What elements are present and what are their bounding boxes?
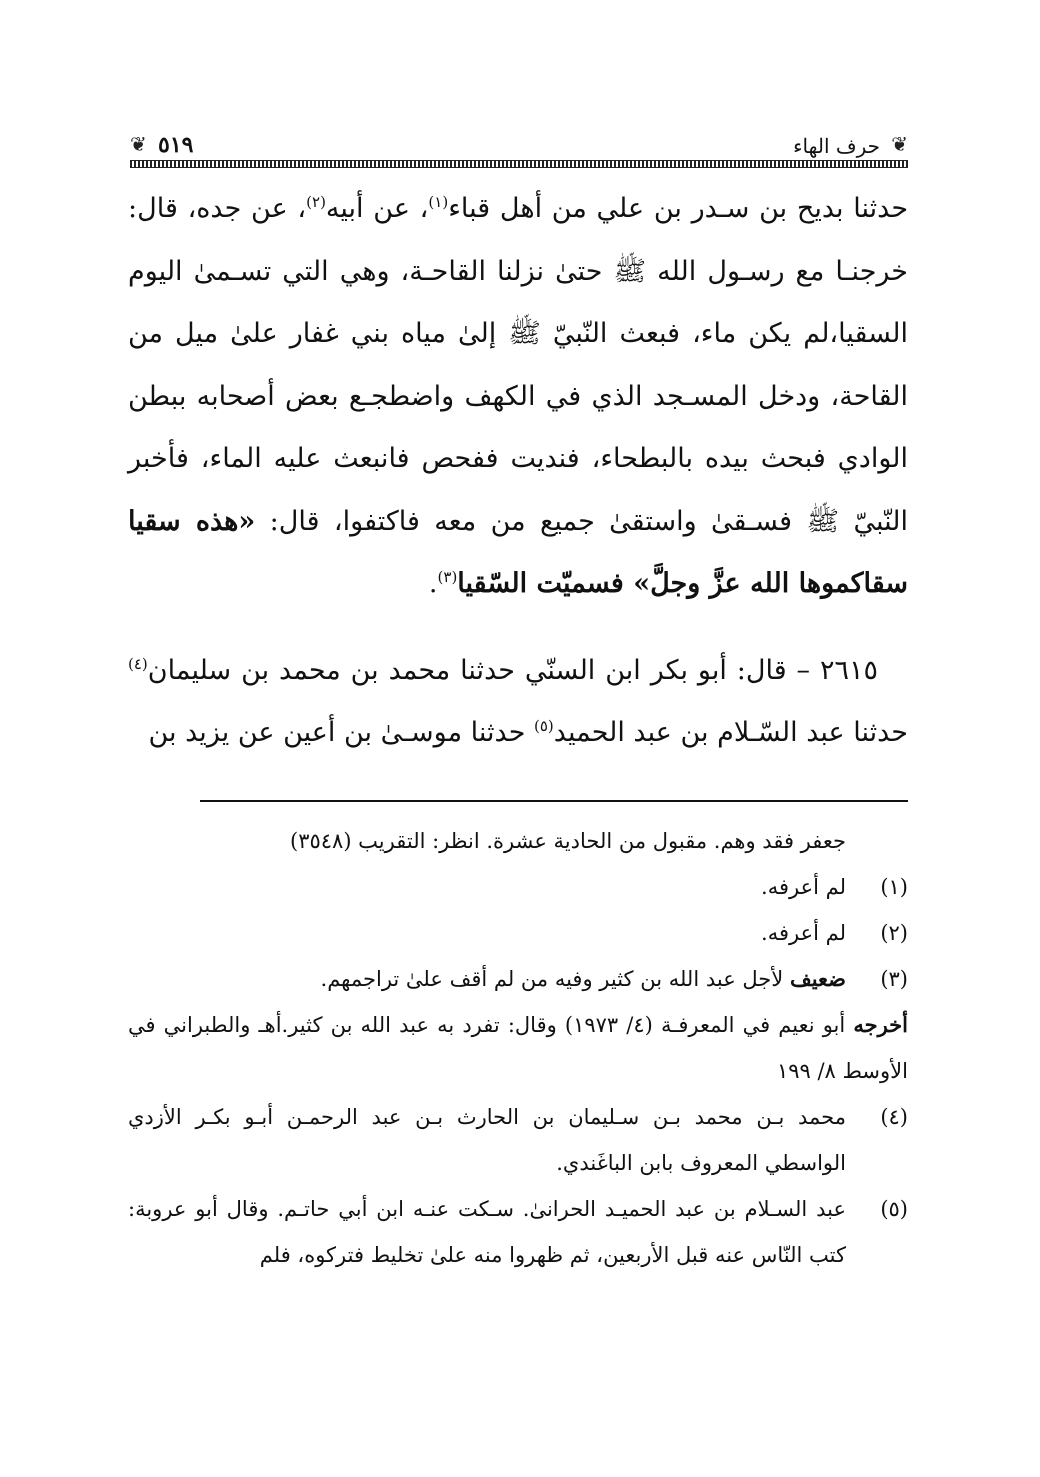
footnote-number: (٢): [880, 921, 908, 945]
bold-term: أخرجه: [853, 1012, 908, 1037]
text-run: حدثنا بديح بن سـدر بن علي من أهل قباء: [448, 193, 909, 224]
footnote-text: عبد السـلام بن عبد الحميـد الحرانىٰ. سـكت عنـه ابن أبي حاتـم. وقال أبو عروبة: كتب النّاس عنه قبل الأربعين، ثم ظهروا منه علىٰ تخليط فتركوه، فلم: [128, 1197, 846, 1267]
paragraph: [128, 640, 908, 765]
bold-term: ضعيف: [789, 966, 846, 991]
footnote-subtext: [128, 1002, 908, 1094]
footnote: [128, 1186, 908, 1278]
footnote-text: لم أعرفه.: [761, 921, 846, 945]
text-run: حدثنا موسـىٰ بن أعين عن يزيد بن: [148, 717, 534, 748]
page-header: [130, 128, 908, 168]
text-run: حدثنا عبد السّـلام بن عبد الحميد: [553, 717, 908, 748]
page-number: ٥١٩: [158, 132, 194, 158]
footnote-separator: [200, 800, 908, 802]
text-run: ٢٦١٥ – قال: أبو بكر ابن السنّي حدثنا محمد بن محمد بن سليمان: [147, 654, 878, 686]
footnote: [128, 1094, 908, 1186]
footnote-ref: (٥): [533, 717, 554, 735]
footnote-number: (١): [880, 875, 908, 899]
footnote-ref: (٣): [437, 568, 458, 586]
footnote: [128, 910, 908, 956]
text-run: لأجل عبد الله بن كثير وفيه من لم أقف علىٰ تراجمهم.: [320, 967, 790, 991]
footnote-continuation: جعفر فقد وهم. مقبول من الحادية عشرة. انظر: التقريب (٣٥٤٨): [289, 829, 846, 853]
footnote-ref: (١): [428, 193, 449, 211]
text-run: أبو نعيم في المعرفـة (٤/ ١٩٧٣) وقال: تفرد به عبد الله بن كثير.أهـ والطبراني في الأوسط ٨/ ١٩٩: [128, 1013, 908, 1083]
footnote-text: لم أعرفه.: [761, 875, 846, 899]
text-run: ، عن أبيه: [325, 193, 429, 224]
footnote-ref: (٢): [306, 193, 326, 211]
main-text: [128, 178, 908, 765]
footnote: [128, 864, 908, 910]
chapter-title: حرف الهاء: [793, 134, 880, 158]
footnotes: [128, 818, 908, 1278]
ornament-icon: ❦: [891, 132, 908, 156]
ornament-icon: ❦: [130, 132, 147, 156]
footnote-number: (٥): [880, 1197, 908, 1221]
footnote-text: محمد بـن محمد بـن سـليمان بن الحارث بـن عبد الرحمـن أبـو بكـر الأزدي الواسطي المعروف بابن الباغَندي.: [128, 1105, 846, 1175]
header-rule: [130, 160, 908, 168]
paragraph: [128, 178, 908, 616]
footnote-number: (٣): [880, 967, 908, 991]
footnote-ref: (٤): [128, 654, 148, 673]
footnote-text: [128, 956, 846, 1002]
text-run: ، عن جده، قال: خرجنـا مع رسـول الله ﷺ حتىٰ نزلنا القاحـة، وهي التي تسـمىٰ اليوم السقيا،لم يكن ماء، فبعث النّبيّ ﷺ إلىٰ مياه بني غفار علىٰ ميل من القاحة، ودخل المسـجد الذي في الكهف واضطجـع بعض أصحابه ببطن الوادي فبحث بيده بالبطحاء، فنديت ففحص فانبعث عليه الماء، فأخبر النّبيّ ﷺ فسـقىٰ واستقىٰ جميع من معه فاكتفوا، قال:: [128, 193, 908, 537]
footnote: [128, 956, 908, 1002]
text-run: .: [428, 568, 438, 599]
bold-quote: «هذه سقيا سقاكموها الله عزَّ وجلَّ» فسميّت السّقيا: [128, 505, 908, 599]
footnote-number: (٤): [880, 1105, 908, 1129]
